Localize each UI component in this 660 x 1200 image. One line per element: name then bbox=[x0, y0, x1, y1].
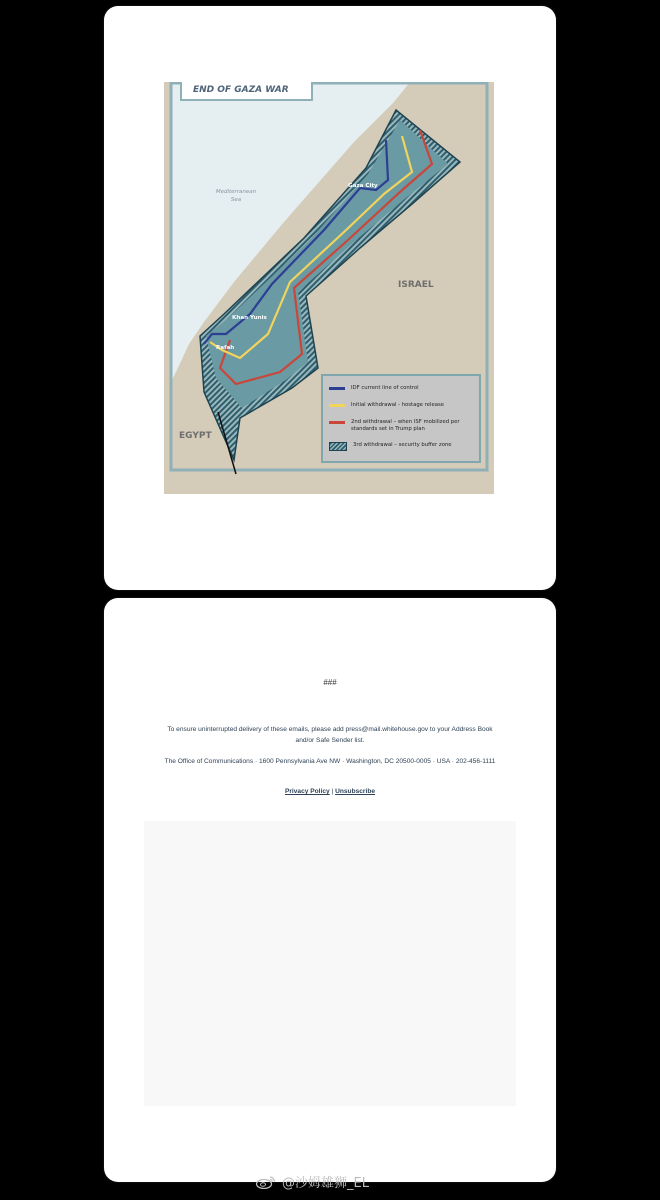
email-footer bbox=[104, 598, 556, 1182]
sea-label: Mediterranean Sea bbox=[215, 189, 257, 203]
legend-item bbox=[329, 402, 469, 416]
legend-swatch-hatch bbox=[329, 442, 347, 451]
unsubscribe-link[interactable]: Unsubscribe bbox=[335, 788, 376, 795]
link-separator: | bbox=[329, 788, 336, 795]
post-card-map bbox=[104, 6, 556, 590]
watermark-text: @沙姆雄狮_EL bbox=[282, 1176, 369, 1191]
separator-marks: ### bbox=[323, 678, 337, 687]
legend-label: Initial withdrawal - hostage release bbox=[351, 402, 444, 408]
city-label-khan-yunis: Khan Yunis bbox=[232, 315, 267, 321]
egypt-label: EGYPT bbox=[179, 431, 212, 441]
city-label-rafah: Rafah bbox=[216, 345, 235, 351]
legend-swatch-blue bbox=[329, 387, 345, 390]
post-card-email bbox=[104, 598, 556, 1182]
legend-label: 2nd withdrawal – when ISF mobilized per standards set in Trump plan bbox=[351, 419, 460, 432]
israel-label: ISRAEL bbox=[398, 280, 434, 290]
weibo-icon bbox=[256, 1175, 276, 1189]
legend-label: 3rd withdrawal – security buffer zone bbox=[353, 442, 452, 448]
legend-item bbox=[329, 442, 471, 456]
legend-item bbox=[329, 385, 469, 399]
image-placeholder bbox=[144, 821, 516, 1106]
privacy-policy-link[interactable]: Privacy Policy bbox=[284, 788, 330, 795]
delivery-notice: To ensure uninterrupted delivery of these emails, please add press@mail.whitehouse.gov to your Address Book and/or Safe Sender list. bbox=[167, 726, 493, 744]
gaza-map-image bbox=[164, 82, 494, 494]
legend-swatch-red bbox=[329, 421, 345, 424]
legend-swatch-yellow bbox=[329, 404, 345, 407]
map-legend bbox=[321, 374, 481, 463]
footer-links bbox=[104, 788, 556, 795]
city-label-gaza: Gaza City bbox=[348, 183, 378, 189]
map-title: END OF GAZA WAR bbox=[180, 82, 313, 101]
legend-item bbox=[329, 419, 469, 433]
watermark bbox=[256, 1172, 369, 1191]
office-address: The Office of Communications · 1600 Pennsylvania Ave NW · Washington, DC 20500-0005 · USA · 202-456-1111 bbox=[164, 758, 496, 765]
legend-label: IDF current line of control bbox=[351, 385, 419, 391]
